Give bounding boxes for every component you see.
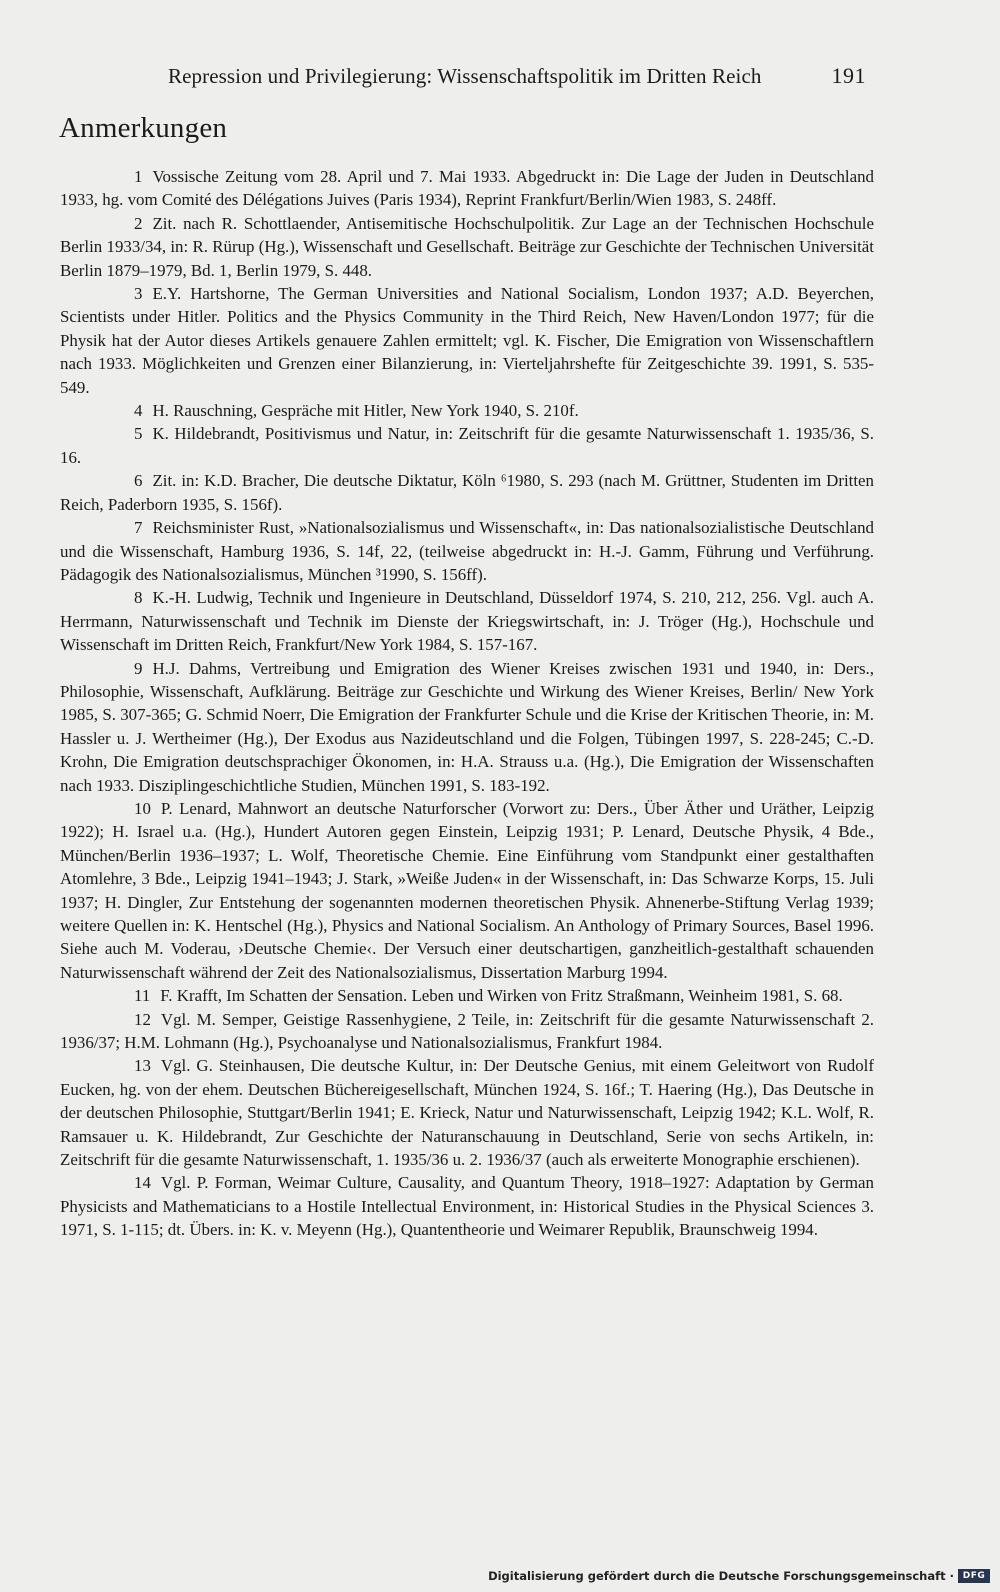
endnote-14 — [60, 1171, 874, 1241]
endnote-text: P. Lenard, Mahnwort an deutsche Naturforscher (Vorwort zu: Ders., Über Äther und Uräther, Leipzig 1922); H. Israel u.a. (Hg.), Hundert Autoren gegen Einstein, Leipzig 1931; P. Lenard, Deutsche Physik, 4 Bde., München/Berlin 1936–1937; L. Wolf, Theoretische Chemie. Eine Einführung vom Standpunkt einer gestalthaften Atomlehre, 3 Bde., Leipzig 1941–1943; J. Stark, »Weiße Juden« in der Wissenschaft, in: Das Schwarze Korps, 15. Juli 1937; H. Dingler, Zur Entstehung der sogenannten modernen theoretischen Physik. Ahnenerbe-Stiftung Verlag 1939; weitere Quellen in: K. Hentschel (Hg.), Physics and National Socialism. An Anthology of Primary Sources, Basel 1996. Siehe auch M. Voderau, ›Deutsche Chemie‹. Der Versuch einer deutschartigen, ganzheitlich-gestalthaft schauenden Naturwissenschaft während der Zeit des Nationalsozialismus, Dissertation Marburg 1994. — [60, 798, 874, 982]
endnote-number: 2 — [134, 213, 143, 233]
endnote-number: 10 — [134, 798, 151, 818]
endnote-text: K.-H. Ludwig, Technik und Ingenieure in Deutschland, Düsseldorf 1974, S. 210, 212, 256. Vgl. auch A. Herrmann, Naturwissenschaft und Technik im Dienste der Kriegswirtschaft, in: J. Tröger (Hg.), Hochschule und Wissenschaft im Dritten Reich, Frankfurt/New York 1984, S. 157-167. — [60, 588, 874, 655]
endnote-number: 11 — [134, 986, 151, 1006]
endnotes-list — [60, 165, 874, 1242]
endnote-4 — [60, 399, 874, 422]
endnote-13 — [60, 1054, 874, 1171]
running-title: Repression und Privilegierung: Wissenschaftspolitik im Dritten Reich — [168, 64, 762, 88]
endnote-8 — [60, 586, 874, 656]
endnote-number: 5 — [134, 424, 143, 444]
endnote-text: Reichsminister Rust, »Nationalsozialismus und Wissenschaft«, in: Das nationalsozialistische Deutschland und die Wissenschaft, Hamburg 1936, S. 14f, 22, (teilweise abgedruckt in: H.-J. Gamm, Führung und Verführung. Pädagogik des Nationalsozialismus, München ³1990, S. 156ff). — [60, 518, 874, 584]
endnote-9 — [60, 657, 874, 797]
dfg-logo-icon: DFG — [958, 1569, 990, 1583]
credit-text: Digitalisierung gefördert durch die Deutsche Forschungsgemeinschaft · — [488, 1569, 954, 1583]
digitization-credit — [488, 1568, 990, 1584]
endnote-number: 7 — [134, 518, 143, 538]
endnote-number: 13 — [134, 1056, 151, 1076]
endnote-5 — [60, 422, 874, 469]
endnote-text: F. Krafft, Im Schatten der Sensation. Leben und Wirken von Fritz Straßmann, Weinheim 1981, S. 68. — [160, 986, 843, 1006]
endnote-text: Vgl. P. Forman, Weimar Culture, Causality, and Quantum Theory, 1918–1927: Adaptation by German Physicists and Mathematicians to a Hostile Intellectual Environment, in: Historical Studies in the Physical Sciences 3. 1971, S. 1-115; dt. Übers. in: K. v. Meyenn (Hg.), Quantentheorie und Weimarer Republik, Braunschweig 1994. — [60, 1173, 874, 1240]
endnote-number: 4 — [134, 401, 143, 421]
page-number: 191 — [831, 63, 866, 88]
endnote-number: 9 — [134, 658, 143, 678]
endnote-text: Zit. nach R. Schottlaender, Antisemitische Hochschulpolitik. Zur Lage an der Technischen Hochschule Berlin 1933/34, in: R. Rürup (Hg.), Wissenschaft und Gesellschaft. Beiträge zur Geschichte der Technischen Universität Berlin 1879–1979, Bd. 1, Berlin 1979, S. 448. — [60, 213, 874, 280]
endnote-text: Zit. in: K.D. Bracher, Die deutsche Diktatur, Köln ⁶1980, S. 293 (nach M. Grüttner, Studenten im Dritten Reich, Paderborn 1935, S. 156f). — [60, 471, 874, 514]
endnote-12 — [60, 1008, 874, 1055]
endnote-number: 14 — [134, 1173, 151, 1193]
endnote-7 — [60, 516, 874, 586]
section-heading: Anmerkungen — [59, 112, 228, 144]
endnote-number: 1 — [134, 167, 143, 186]
endnote-text: K. Hildebrandt, Positivismus und Natur, in: Zeitschrift für die gesamte Naturwissenschaft 1. 1935/36, S. 16. — [60, 424, 874, 467]
endnote-10 — [60, 797, 874, 984]
endnote-number: 3 — [134, 284, 143, 304]
running-header — [60, 64, 872, 94]
endnote-2 — [60, 212, 874, 282]
endnote-text: H. Rauschning, Gespräche mit Hitler, New York 1940, S. 210f. — [152, 401, 579, 421]
endnote-6 — [60, 469, 874, 516]
endnote-1 — [60, 165, 874, 212]
endnote-text: Vgl. G. Steinhausen, Die deutsche Kultur, in: Der Deutsche Genius, mit einem Geleitwort von Rudolf Eucken, hg. von der ehem. Deutschen Büchereigesellschaft, München 1924, S. 16f.; T. Haering (Hg.), Das Deutsche in der deutschen Philosophie, Stuttgart/Berlin 1941; E. Krieck, Natur und Naturwissenschaft, Leipzig 1942; K.L. Wolf, R. Ramsauer u. K. Hildebrandt, Zur Geschichte der Naturanschauung in Deutschland, Serie von sechs Artikeln, in: Zeitschrift für die gesamte Naturwissenschaft, 1. 1935/36 u. 2. 1936/37 (auch als erweiterte Monographie erschienen). — [60, 1056, 874, 1170]
endnote-11 — [60, 984, 874, 1007]
endnote-number: 6 — [134, 471, 143, 491]
endnote-3 — [60, 282, 874, 399]
endnote-text: Vgl. M. Semper, Geistige Rassenhygiene, 2 Teile, in: Zeitschrift für die gesamte Naturwissenschaft 2. 1936/37; H.M. Lohmann (Hg.), Psychoanalyse und Nationalsozialismus, Frankfurt 1984. — [60, 1009, 874, 1053]
endnote-text: Vossische Zeitung vom 28. April und 7. Mai 1933. Abgedruckt in: Die Lage der Juden in Deutschland 1933, hg. vom Comité des Délégations Juives (Paris 1934), Reprint Frankfurt/Berlin/Wien 1983, S. 248ff. — [60, 167, 874, 210]
endnote-text: H.J. Dahms, Vertreibung und Emigration des Wiener Kreises zwischen 1931 und 1940, in: Ders., Philosophie, Wissenschaft, Aufklärung. Beiträge zur Geschichte und Wirkung des Wiener Kreises, Berlin/ New York 1985, S. 307-365; G. Schmid Noerr, Die Emigration der Frankfurter Schule und die Krise der Kritischen Theorie, in: M. Hassler u. J. Wertheimer (Hg.), Der Exodus aus Nazideutschland und die Folgen, Tübingen 1997, S. 228-245; C.-D. Krohn, Die Emigration deutschsprachiger Ökonomen, in: H.A. Strauss u.a. (Hg.), Die Emigration der Wissenschaften nach 1933. Disziplingeschichtliche Studien, München 1991, S. 183-192. — [60, 658, 874, 795]
endnote-text: E.Y. Hartshorne, The German Universities and National Socialism, London 1937; A.D. Beyerchen, Scientists under Hitler. Politics and the Physics Community in the Third Reich, New Haven/London 1977; für die Physik hat der Autor dieses Artikels genauere Zahlen ermittelt; vgl. K. Fischer, Die Emigration von Wissenschaftlern nach 1933. Möglichkeiten und Grenzen einer Bilanzierung, in: Vierteljahrshefte für Zeitgeschichte 39. 1991, S. 535-549. — [60, 284, 874, 397]
endnote-number: 12 — [134, 1009, 151, 1029]
endnote-number: 8 — [134, 588, 143, 608]
